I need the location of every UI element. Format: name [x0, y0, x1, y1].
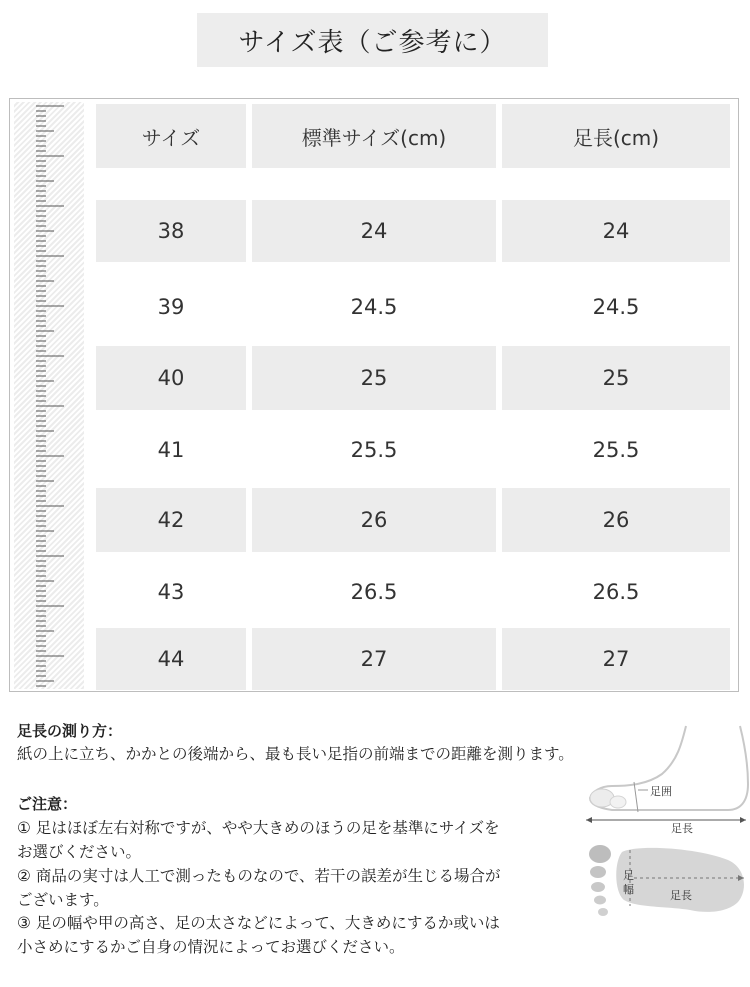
table-cell-length: 24.5 [592, 295, 640, 319]
header-size: サイズ [96, 104, 246, 168]
table-cell-size: 40 [96, 346, 246, 410]
table-cell-size: 41 [157, 438, 185, 462]
width-label-1: 足 [623, 869, 634, 882]
foot-illustration [578, 722, 750, 922]
girth-label: 足囲 [650, 785, 672, 798]
header-standard-size: 標準サイズ(cm) [252, 104, 496, 168]
foot-diagram-icon [578, 722, 750, 922]
table-cell-length: 25 [502, 346, 730, 410]
table-cell-size: 38 [96, 200, 246, 262]
width-label-2: 幅 [623, 883, 634, 896]
header-foot-length: 足長(cm) [502, 104, 730, 168]
table-cell-length: 26.5 [592, 580, 640, 604]
table-cell-length: 25.5 [592, 438, 640, 462]
sole-length-label: 足長 [670, 889, 692, 902]
table-cell-standard: 25 [252, 346, 496, 410]
note-line: 小さめにするかご自身の情況によってお選びください。 [17, 938, 405, 956]
table-cell-size: 43 [157, 580, 185, 604]
ruler-decoration [14, 102, 84, 689]
table-cell-standard: 27 [252, 628, 496, 690]
note-line: お選びください。 [17, 843, 142, 861]
note-line: ② 商品の実寸は人工で測ったものなので、若干の誤差が生じる場合が [17, 867, 501, 885]
page-title: サイズ表（ご参考に） [197, 13, 548, 67]
table-cell-standard: 25.5 [350, 438, 398, 462]
note-line: ③ 足の幅や甲の高さ、足の太さなどによって、大きめにするか或いは [17, 914, 500, 932]
table-cell-length: 26 [502, 488, 730, 552]
table-cell-standard: 24 [252, 200, 496, 262]
length-label: 足長 [671, 822, 693, 835]
table-cell-size: 39 [157, 295, 185, 319]
table-cell-standard: 26 [252, 488, 496, 552]
table-cell-standard: 26.5 [350, 580, 398, 604]
table-cell-length: 27 [502, 628, 730, 690]
table-cell-length: 24 [502, 200, 730, 262]
measure-text: 紙の上に立ち、かかとの後端から、最も長い足指の前端までの距離を測ります。 [17, 745, 574, 763]
table-cell-standard: 24.5 [350, 295, 398, 319]
note-line: ございます。 [17, 891, 109, 909]
table-cell-size: 42 [96, 488, 246, 552]
notes-heading: ご注意： [17, 795, 78, 813]
table-cell-size: 44 [96, 628, 246, 690]
ruler-ticks [14, 102, 84, 689]
measure-heading: 足長の測り方： [17, 722, 123, 740]
note-line: ① 足はほぼ左右対称ですが、やや大きめのほうの足を基準にサイズを [17, 819, 500, 837]
